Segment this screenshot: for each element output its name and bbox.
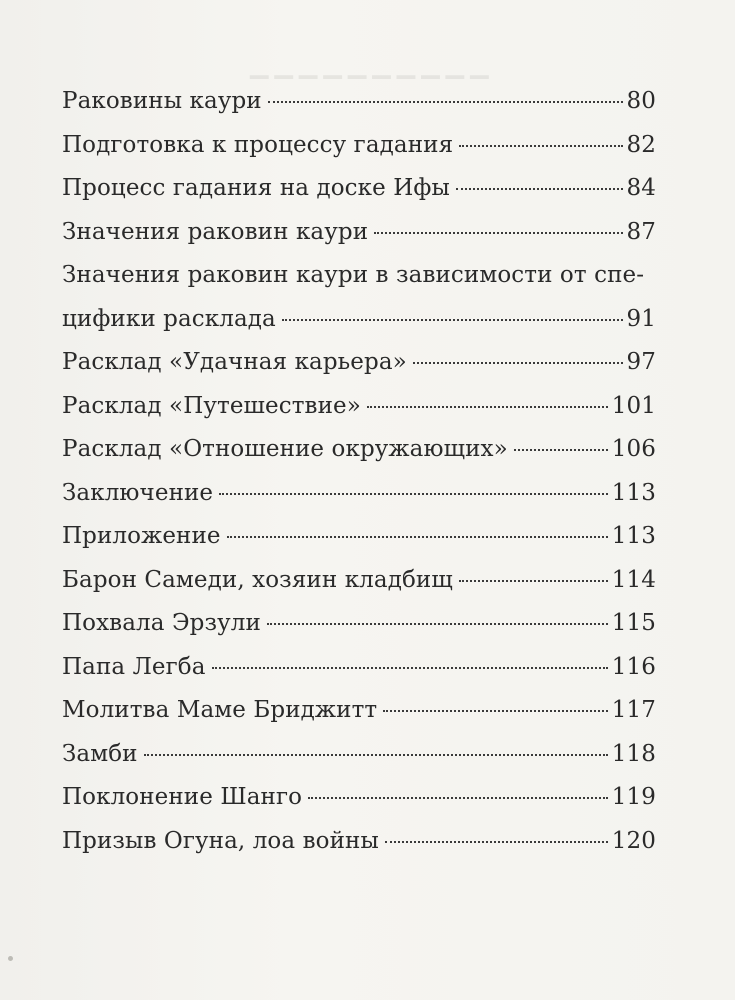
dot-leader xyxy=(212,667,608,669)
toc-entry[interactable] xyxy=(62,646,656,690)
toc-entry-page: 82 xyxy=(626,131,656,158)
toc-entry-page: 115 xyxy=(611,610,656,636)
bleed-through-decoration: ▔▔▔▔▔▔▔▔▔▔ xyxy=(250,78,495,104)
toc-entry-title: Подготовка к процессу гадания xyxy=(62,131,454,158)
dot-leader xyxy=(514,449,608,451)
toc-entry-title: Призыв Огуна, лоа войны xyxy=(62,827,379,854)
toc-entry-title: Папа Легба xyxy=(62,653,206,680)
toc-entry-title-line1: Значения раковин каури в зависимости от спе- xyxy=(62,262,645,288)
toc-entry[interactable] xyxy=(62,776,656,820)
toc-entry-page: 106 xyxy=(611,436,656,462)
dot-leader xyxy=(227,536,608,538)
toc-entry-page: 84 xyxy=(626,175,656,201)
toc-entry-title: Поклонение Шанго xyxy=(62,784,303,810)
toc-entry-title: Значения раковин каури xyxy=(62,218,369,245)
dot-leader xyxy=(459,580,608,582)
dot-leader xyxy=(219,493,608,495)
dot-leader xyxy=(385,841,608,843)
dot-leader xyxy=(367,406,608,408)
toc-entry[interactable] xyxy=(62,602,656,646)
toc-entry[interactable] xyxy=(62,211,656,255)
toc-entry-title: Барон Самеди, хозяин кладбищ xyxy=(62,566,453,593)
toc-entry-title: Процесс гадания на доске Ифы xyxy=(62,175,450,201)
toc-entry[interactable] xyxy=(62,80,656,124)
toc-entry-title: Заключение xyxy=(62,479,214,506)
toc-entry[interactable] xyxy=(62,254,656,341)
toc-entry[interactable] xyxy=(62,559,656,603)
toc-entry-title: Приложение xyxy=(62,523,221,549)
toc-entry-page: 113 xyxy=(611,523,656,549)
toc-entry[interactable] xyxy=(62,341,656,385)
dot-leader xyxy=(383,710,608,712)
toc-entry-page: 114 xyxy=(611,566,656,593)
toc-entry[interactable] xyxy=(62,124,656,168)
paper-speck xyxy=(8,956,13,961)
toc-entry-title: Расклад «Отношение окружающих» xyxy=(62,436,508,462)
toc-entry[interactable] xyxy=(62,515,656,559)
toc-entry-page: 117 xyxy=(611,697,656,723)
toc-entry-page: 120 xyxy=(611,827,656,854)
toc-entry-page: 87 xyxy=(626,218,656,245)
toc-entry[interactable] xyxy=(62,385,656,429)
toc-entry-title: Раковины каури xyxy=(62,88,262,114)
toc-entry[interactable] xyxy=(62,428,656,472)
dot-leader xyxy=(413,362,623,364)
toc-entry-page: 119 xyxy=(611,784,656,810)
toc-entry-page: 118 xyxy=(611,740,656,767)
dot-leader xyxy=(268,101,623,103)
toc-entry[interactable] xyxy=(62,820,656,864)
toc-entry-page: 80 xyxy=(626,88,656,114)
toc-entry-page: 91 xyxy=(626,305,656,332)
toc-entry-title: Расклад «Путешествие» xyxy=(62,392,361,419)
toc-entry-page: 97 xyxy=(626,349,656,375)
dot-leader xyxy=(282,319,623,321)
toc-entry-title: Замби xyxy=(62,740,138,767)
toc-entry[interactable] xyxy=(62,733,656,777)
toc-entry-title: Похвала Эрзули xyxy=(62,610,261,636)
toc-entry-title: Молитва Маме Бриджитт xyxy=(62,697,378,723)
dot-leader xyxy=(456,188,623,190)
dot-leader xyxy=(144,754,608,756)
toc-entry-title: Расклад «Удачная карьера» xyxy=(62,349,407,375)
dot-leader xyxy=(308,797,608,799)
toc-entry[interactable] xyxy=(62,167,656,211)
dot-leader xyxy=(459,145,622,147)
toc-entry-page: 113 xyxy=(611,479,656,506)
toc-entry-page: 116 xyxy=(611,653,656,680)
toc-entry-page: 101 xyxy=(611,392,656,419)
toc-entry[interactable] xyxy=(62,472,656,516)
table-of-contents xyxy=(62,80,656,863)
toc-entry[interactable] xyxy=(62,689,656,733)
dot-leader xyxy=(267,623,608,625)
dot-leader xyxy=(374,232,622,234)
toc-entry-title: цифики расклада xyxy=(62,305,276,332)
